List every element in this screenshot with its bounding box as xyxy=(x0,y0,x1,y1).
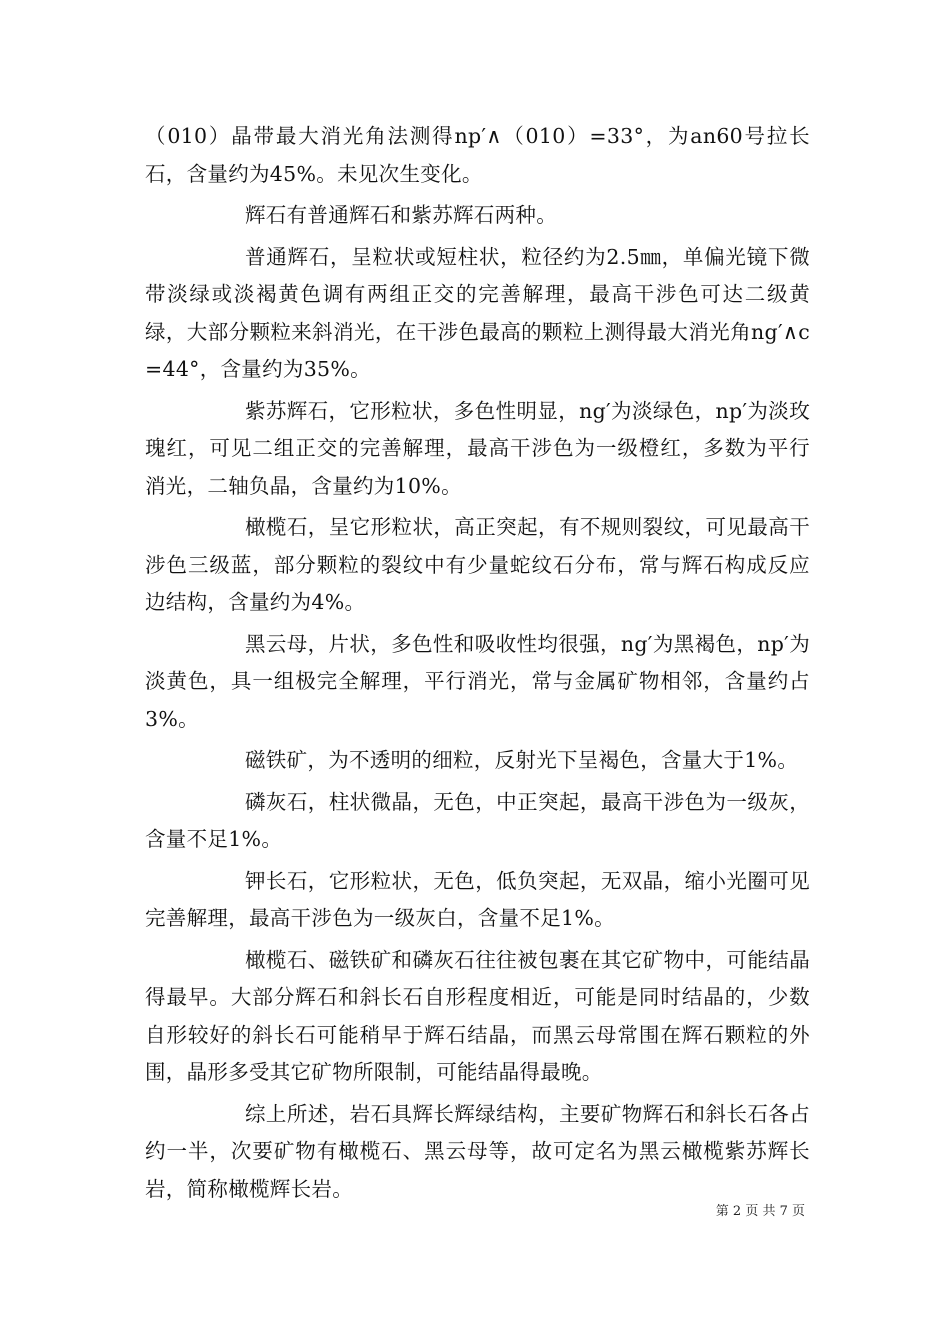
paragraph-olivine: 橄榄石，呈它形粒状，高正突起，有不规则裂纹，可见最高干涉色三级蓝，部分颗粒的裂纹中有少量蛇纹石分布，常与辉石构成反应边结构，含量约为4%。 xyxy=(145,515,810,614)
paragraph-conclusion: 综上所述，岩石具辉长辉绿结构，主要矿物辉石和斜长石各占约一半，次要矿物有橄榄石、黑云母等，故可定名为黑云橄榄紫苏辉长岩，简称橄榄辉长岩。 xyxy=(145,1101,810,1201)
page-number-footer: 第 2 页 共 7 页 xyxy=(715,1204,805,1219)
document-body xyxy=(145,118,810,1212)
paragraph-k-feldspar: 钾长石，它形粒状，无色，低负突起，无双晶，缩小光圈可见完善解理，最高干涉色为一级灰白，含量不足1%。 xyxy=(145,868,810,930)
paragraph-biotite: 黑云母，片状，多色性和吸收性均很强，ng′为黑褐色，np′为淡黄色，具一组极完全解理，平行消光，常与金属矿物相邻，含量约占3%。 xyxy=(145,631,810,731)
paragraph-plagioclase-continued: （010）晶带最大消光角法测得np′∧（010）=33°，为an60号拉长石，含量约为45%。未见次生变化。 xyxy=(145,124,810,186)
paragraph-hypersthene: 紫苏辉石，它形粒状，多色性明显，ng′为淡绿色，np′为淡玫瑰红，可见二组正交的完善解理，最高干涉色为一级橙红，多数为平行消光，二轴负晶，含量约为10%。 xyxy=(145,398,810,498)
paragraph-magnetite: 磁铁矿，为不透明的细粒，反射光下呈褐色，含量大于1%。 xyxy=(245,748,799,772)
paragraph-crystallization-order: 橄榄石、磁铁矿和磷灰石往往被包裹在其它矿物中，可能结晶得最早。大部分辉石和斜长石自形程度相近，可能是同时结晶的，少数自形较好的斜长石可能稍早于辉石结晶，而黑云母常围在辉石颗粒的外围，晶形多受其它矿物所限制，可能结晶得最晚。 xyxy=(145,947,810,1084)
paragraph-pyroxene-intro: 辉石有普通辉石和紫苏辉石两种。 xyxy=(245,203,557,227)
paragraph-apatite: 磷灰石，柱状微晶，无色，中正突起，最高干涉色为一级灰，含量不足1%。 xyxy=(145,789,810,851)
paragraph-augite: 普通辉石，呈粒状或短柱状，粒径约为2.5㎜，单偏光镜下微带淡绿或淡褐黄色调有两组正交的完善解理，最高干涉色可达二级黄绿，大部分颗粒来斜消光，在干涉色最高的颗粒上测得最大消光角ng′∧c=44°，含量约为35%。 xyxy=(145,244,810,381)
